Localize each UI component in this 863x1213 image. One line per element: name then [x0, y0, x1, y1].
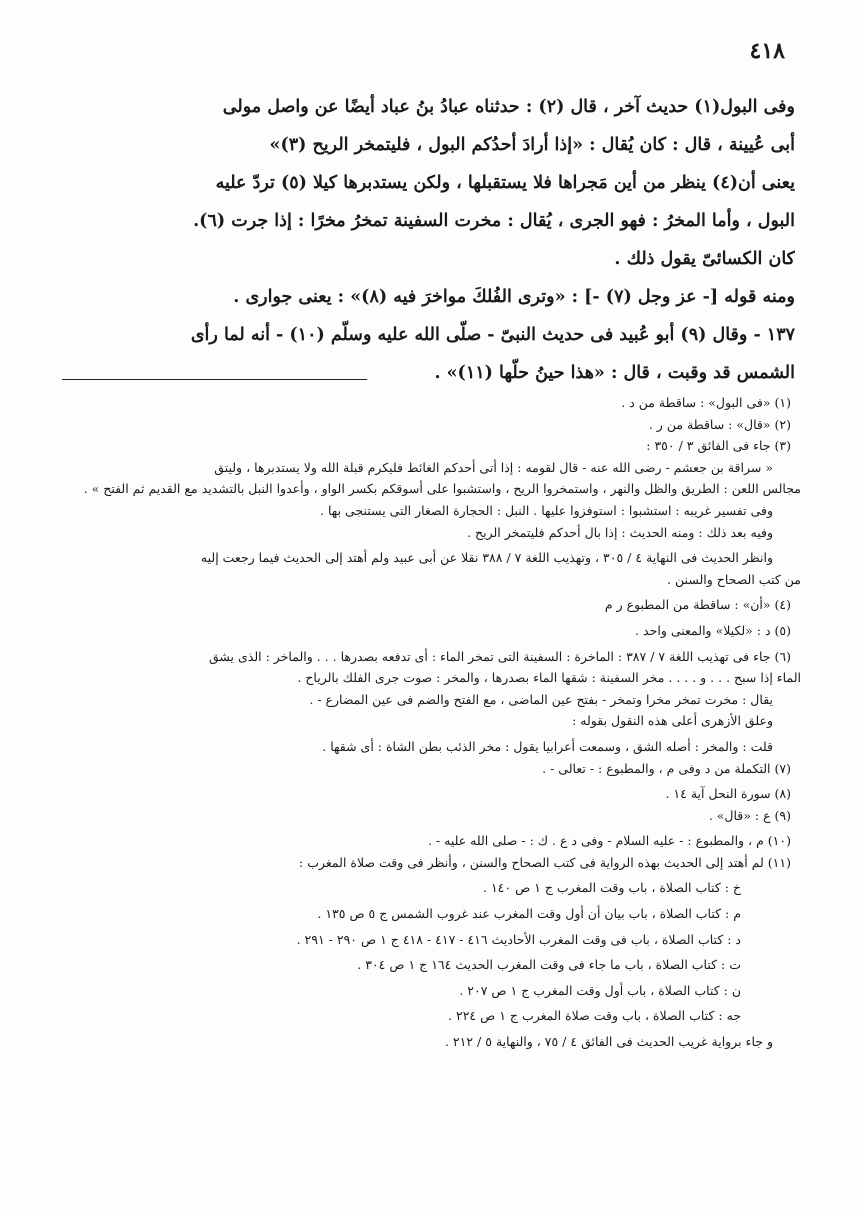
footnote-line: مجالس اللعن : الطريق والظل والنهر ، واستمخروا الريح ، واستشبوا على أسوقكم بكسر الواو ، وأعدوا النبل بالتشديد مع القديم ثم الفتح » . [83, 481, 801, 497]
footnote-line: (٨) سورة النحل آية ١٤ . [665, 786, 791, 802]
footnote-line: يقال : مخرت تمخر مخرا وتمخر - بفتح عين الماضى ، مع الفتح والضم فى عين المضارع - . [309, 691, 773, 707]
footnote-line: (٤) «أن» : ساقطة من المطبوع ر م [604, 597, 791, 613]
footnote-line: وعلق الأزهرى أعلى هذه النقول بقوله : [572, 713, 773, 729]
main-text-line: كان الكسائىّ يقول ذلك . [614, 249, 795, 269]
footnote-line: (١١) لم أهتد إلى الحديث بهذه الرواية فى كتب الصحاح والسنن ، وأنظر فى وقت صلاة المغرب : [299, 854, 791, 870]
footnotes-section [62, 392, 801, 1053]
footnote-line: (٣) جاء فى الفائق ٣ / ٣٥٠ : [646, 438, 791, 454]
footnote-line: (١٠) م ، والمطبوع : - عليه السلام - وفى د ع . ك : - صلى الله عليه - . [427, 833, 791, 849]
footnote-line: م : كتاب الصلاة ، باب بيان أن أول وقت المغرب عند غروب الشمس ج ٥ ص ١٣٥ . [317, 906, 741, 922]
main-text-line: ومنه قوله [- عز وجل (٧) -] : «وترى الفُلكَ مواخرَ فيه (٨)» : يعنى جوارى . [233, 287, 795, 307]
footnote-line: وانظر الحديث فى النهاية ٤ / ٣٠٥ ، وتهذيب اللغة ٧ / ٣٨٨ نقلا عن أبى عبيد ولم أهتد إلى الحديث فيما رجعت إليه [200, 550, 773, 566]
main-text-line: الشمس قد وقبت ، قال : «هذا حينُ حلّها (١١)» . [434, 363, 795, 383]
main-text-line: يعنى أن(٤) ينظر من أين مَجراها فلا يستقبلها ، ولكن يستدبرها كيلا (٥) تردّ عليه [215, 173, 795, 193]
footnote-line: و جاء برواية غريب الحديث فى الفائق ٤ / ٧٥ ، والنهاية ٥ / ٢١٢ . [444, 1034, 773, 1050]
footnote-line: الماء إذا سبح . . . و . . . . مخر السفينة : شقها الماء بصدرها ، والمخر : صوت جرى الفلك بالرياح . [297, 670, 801, 686]
main-text-line: ١٣٧ - وقال (٩) أبو عُبيد فى حديث النبىّ - صلّى الله عليه وسلّم (١٠) - أنه لما رأى [190, 325, 795, 345]
footnote-line: (٧) التكملة من د وفى م ، والمطبوع : - تعالى - . [542, 760, 791, 776]
footnote-divider [62, 379, 367, 380]
footnote-line: (٩) ع : «قال» . [708, 807, 791, 823]
main-text-line: وفى البول(١) حديث آخر ، قال (٢) : حدثناه عبادُ بنُ عباد أيضًا عن واصل مولى [222, 97, 795, 117]
footnote-line: د : كتاب الصلاة ، باب فى وقت المغرب الأحاديث ٤١٦ - ٤١٧ - ٤١٨ ج ١ ص ٢٩٠ - ٢٩١ . [296, 931, 741, 947]
footnote-line: (٥) د : «لكيلا» والمعنى واحد . [635, 622, 791, 638]
footnote-line: جه : كتاب الصلاة ، باب وقت صلاة المغرب ج ١ ص ٢٢٤ . [448, 1008, 741, 1024]
footnote-line: من كتب الصحاح والسنن . [667, 571, 801, 587]
footnote-line: وفى تفسير غريبه : استشبوا : استوفزوا عليها . النبل : الحجارة الصغار التى يستنجى بها . [320, 502, 773, 518]
footnote-line: خ : كتاب الصلاة ، باب وقت المغرب ج ١ ص ١٤٠ . [482, 880, 741, 896]
main-text-line: البول ، وأما المخرُ : فهو الجرى ، يُقال : مخرت السفينة تمخرُ مخرًا : إذا جرت (٦). [193, 211, 795, 231]
footnote-line: « سراقة بن جعشم - رضى الله عنه - قال لقومه : إذا أتى أحدكم الغائط فليكرم قبلة الله ولا يستدبرها ، وليتق [214, 459, 773, 475]
footnote-line: (٢) «قال» : ساقطة من ر . [648, 416, 791, 432]
main-text [62, 88, 795, 392]
footnote-line: ت : كتاب الصلاة ، باب ما جاء فى وقت المغرب الحديث ١٦٤ ج ١ ص ٣٠٤ . [357, 957, 741, 973]
footnote-line: (٦) جاء فى تهذيب اللغة ٧ / ٣٨٧ : الماخرة : السفينة التى تمخر الماء : أى تدفعه بصدرها . . . والماخر : الذى يشق [208, 648, 791, 664]
footnote-line: وفيه بعد ذلك : ومنه الحديث : إذا بال أحدكم فليتمخر الريح . [467, 524, 773, 540]
footnote-line: قلت : والمخر : أصله الشق ، وسمعت أعرابيا يقول : مخر الذئب بطن الشاة : أى شقها . [322, 738, 773, 754]
page-number: ٤١٨ [749, 38, 785, 64]
main-text-line: أبى عُيينة ، قال : كان يُقال : «إذا أرادَ أحدُكم البول ، فليتمخر الريح (٣)» [269, 135, 795, 155]
footnote-line: ن : كتاب الصلاة ، باب أول وقت المغرب ج ١ ص ٢٠٧ . [459, 982, 741, 998]
footnote-line: (١) «فى البول» : ساقطة من د . [621, 395, 791, 410]
